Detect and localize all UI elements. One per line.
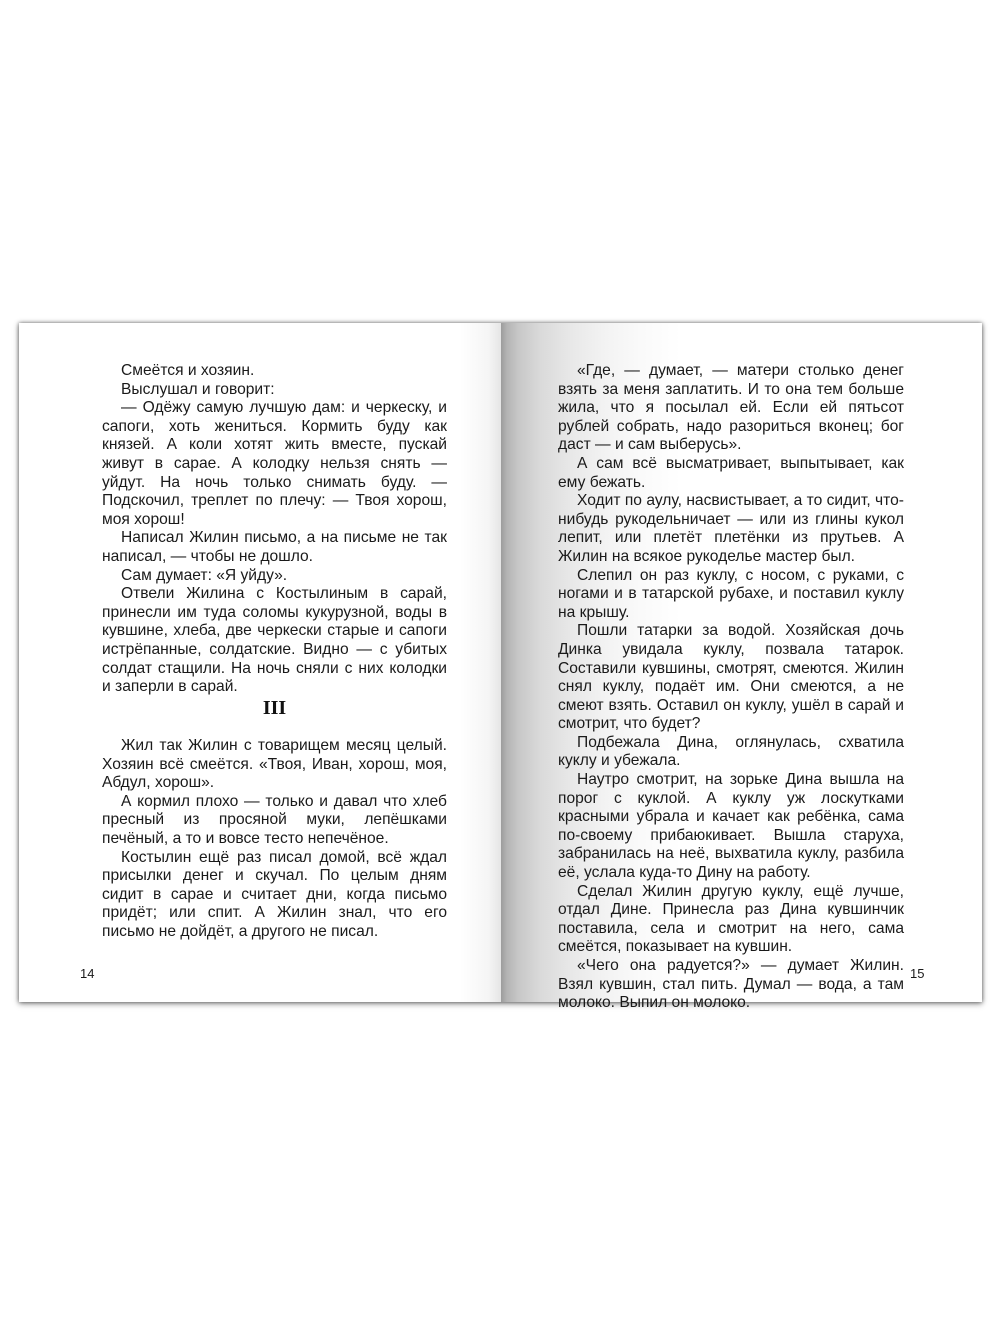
paragraph: А сам всё высматривает, выпытывает, как ему бежать. — [558, 454, 904, 491]
left-page — [19, 323, 501, 1002]
paragraph: Жил так Жилин с товарищем месяц целый. Хозяин всё смеётся. «Твоя, Иван, хорош, моя, Абдул, хорош». — [102, 737, 447, 792]
page-number-left: 14 — [80, 966, 95, 981]
left-page-text-bottom — [102, 737, 447, 942]
paragraph: Ходит по аулу, насвистывает, а то сидит, что-нибудь рукодельничает — или из глины кукол лепит, или плетёт плетёнки из прутьев. А Жилин на всякое рукоделье мастер был. — [558, 492, 904, 565]
gutter-shadow — [459, 323, 501, 1002]
paragraph: Костылин ещё раз писал домой, всё ждал присылки денег и скучал. По целым дням сидит в сарае и считает дни, когда письмо придёт; или спит. А Жилин знал, что его письмо не дойдёт, а другого не писал. — [102, 848, 447, 940]
paragraph: Выслушал и говорит: — [121, 380, 275, 398]
paragraph: А кормил плохо — только и давал что хлеб пресный из просяной муки, лепёшками печёный, а то и вовсе тесто непечёное. — [102, 792, 447, 847]
left-page-text-top — [102, 362, 447, 697]
page-number-right: 15 — [910, 966, 925, 981]
book-spread — [19, 323, 982, 1012]
paragraph: Пошли татарки за водой. Хозяйская дочь Динка увидала куклу, позвала татарок. Составили кувшины, смотрят, смеются. Жилин снял куклу, подаёт им. Они смеются, а не смеют взять. Оставил он куклу, ушёл в сарай и смотрит, что будет? — [558, 622, 904, 733]
paragraph: Подбежала Дина, оглянулась, схватила куклу и убежала. — [558, 733, 904, 770]
paragraph: Наутро смотрит, на зорьке Дина вышла на порог с куклой. А куклу уж лоскутками красными убрала и качает как ребёнка, сама по-своему прибаюкивает. Вышла старуха, забранилась на неё, выхватила куклу, разбила её, услала куда-то Дину на работу. — [558, 771, 904, 882]
paragraph: — Одёжу самую лучшую дам: и черкеску, и сапоги, хоть жениться. Кормить буду как князей. А коли хотят жить вместе, пускай живут в сарае. А колодку нельзя снять — уйдут. На ночь только снимать буду. — Подскочил, треплет по плечу: — Твоя хорош, моя хорош! — [102, 399, 447, 528]
paragraph: Смеётся и хозяин. — [121, 362, 255, 379]
paragraph: Сам думает: «Я уйду». — [121, 566, 288, 584]
right-page — [501, 323, 982, 1012]
chapter-heading: III — [262, 697, 287, 719]
paragraph: «Где, — думает, — матери столько денег взять за меня заплатить. И то она тем больше жила, что я посылал ей. Если ей пятьсот рублей собрать, надо разориться вконец; бог даст — и сам выберусь». — [558, 362, 904, 454]
paragraph: «Чего она радуется?» — думает Жилин. Взял кувшин, стал пить. Думал — вода, а там молоко. Выпил он молоко. — [558, 957, 904, 1012]
paragraph: Написал Жилин письмо, а на письме не так написал, — чтобы не дошло. — [102, 529, 447, 565]
paragraph: Слепил он раз куклу, с носом, с руками, с ногами и в татарской рубахе, и поставил куклу на крышу. — [558, 566, 904, 621]
right-page-text — [558, 362, 904, 1013]
paragraph: Сделал Жилин другую куклу, ещё лучше, отдал Дине. Принесла раз Дина кувшинчик поставила, села и смотрит на него, сама смеётся, показывает на кувшин. — [558, 882, 904, 956]
paragraph: Отвели Жилина с Костылиным в сарай, принесли им туда соломы кукурузной, воды в кувшине, хлеба, две черкески старые и сапоги истрёпанные, солдатские. Видно — с убитых солдат стащили. На ночь сняли с них колодки и заперли в сарай. — [102, 585, 447, 696]
